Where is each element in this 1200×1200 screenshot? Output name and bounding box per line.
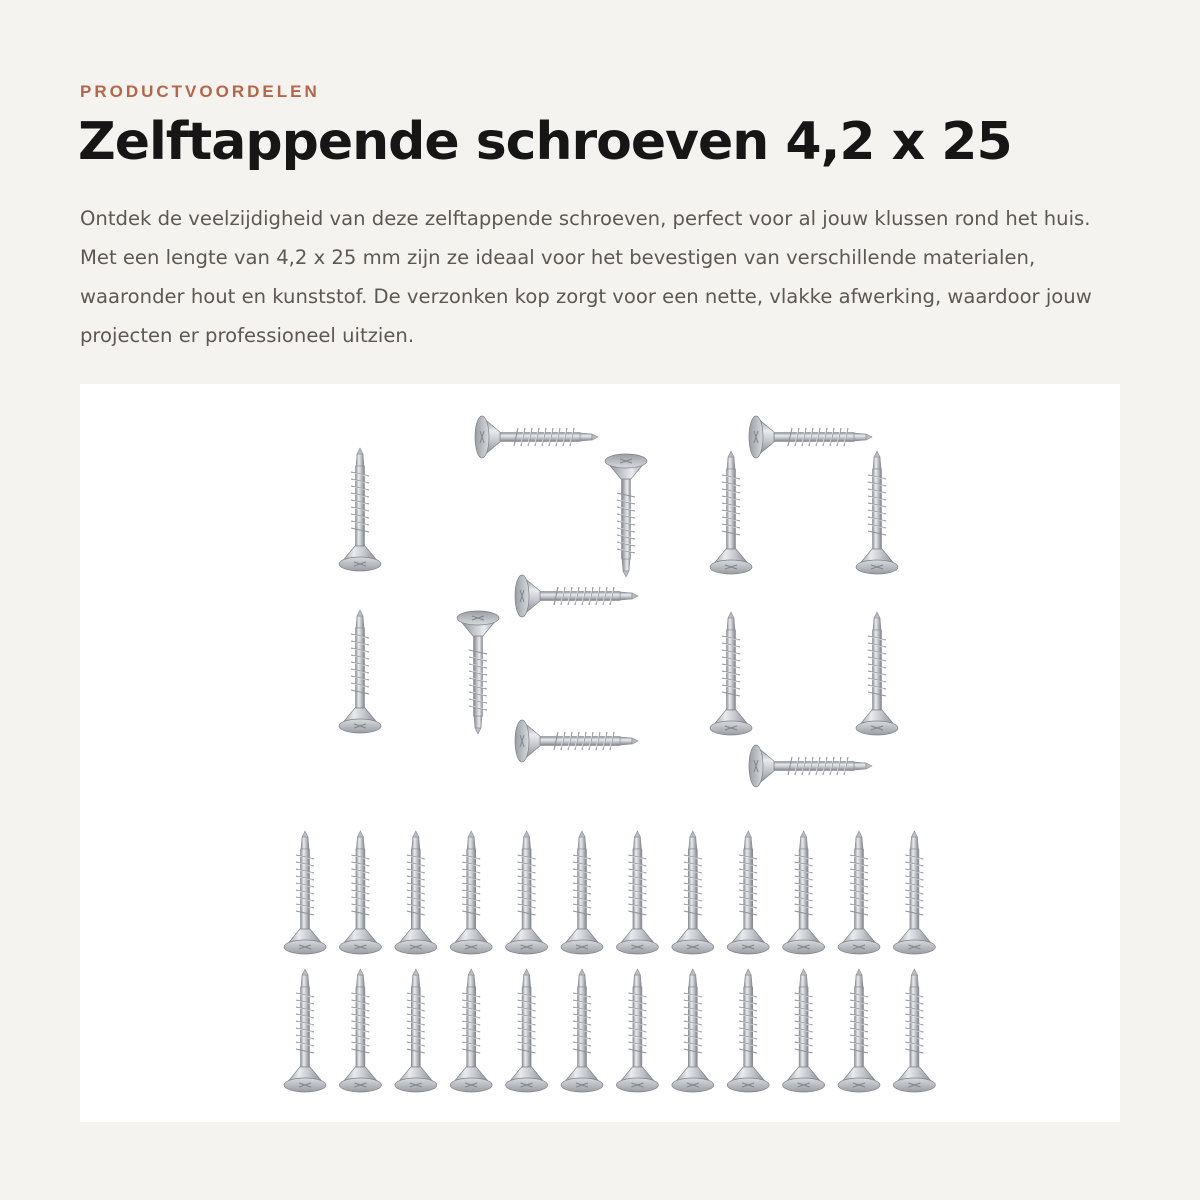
screw-icon	[838, 831, 880, 954]
screw-icon	[783, 969, 825, 1092]
screw-icon	[616, 969, 658, 1092]
screw-icon	[856, 612, 898, 735]
screw-icon	[515, 575, 638, 617]
screw-icon	[727, 969, 769, 1092]
screw-icon	[710, 451, 752, 574]
screw-icon	[506, 831, 548, 954]
screw-icon	[749, 745, 872, 787]
product-description: Ontdek de veelzijdigheid van deze zelftappende schroeven, perfect voor al jouw klussen rond het huis. Met een lengte van 4,2 x 25 mm zijn ze ideaal voor het bevestigen van verschillende materialen, waaronder hout en kunststof. De verzonken kop zorgt voor een nette, vlakke afwerking, waardoor jouw projecten er professioneel uitzien.	[80, 207, 1092, 347]
screw-icon	[672, 831, 714, 954]
screw-icon	[783, 831, 825, 954]
screw-icon	[339, 969, 381, 1092]
screw-icon	[749, 416, 872, 458]
screw-icon	[515, 720, 638, 762]
product-image	[80, 384, 1120, 1122]
screw-icon	[893, 831, 935, 954]
screw-icon	[284, 969, 326, 1092]
screw-icon	[856, 451, 898, 574]
screw-icon	[672, 969, 714, 1092]
screw-icon	[727, 831, 769, 954]
screw-icon	[339, 610, 381, 733]
screw-icon	[561, 831, 603, 954]
screw-icon	[457, 611, 499, 734]
screw-icon	[838, 969, 880, 1092]
screw-icon	[561, 969, 603, 1092]
screws-illustration	[80, 384, 1120, 1122]
screw-icon	[710, 612, 752, 735]
screw-icon	[605, 454, 647, 577]
screw-icon	[339, 448, 381, 571]
screw-icon	[475, 416, 598, 458]
screw-icon	[893, 969, 935, 1092]
screw-icon	[284, 831, 326, 954]
screw-icon	[450, 831, 492, 954]
screw-icon	[450, 969, 492, 1092]
screw-icon	[506, 969, 548, 1092]
screw-icon	[616, 831, 658, 954]
eyebrow-label: PRODUCTVOORDELEN	[80, 82, 320, 101]
screw-icon	[395, 831, 437, 954]
product-title: Zelftappende schroeven 4,2 x 25	[78, 112, 1012, 172]
screw-icon	[395, 969, 437, 1092]
screw-icon	[339, 831, 381, 954]
